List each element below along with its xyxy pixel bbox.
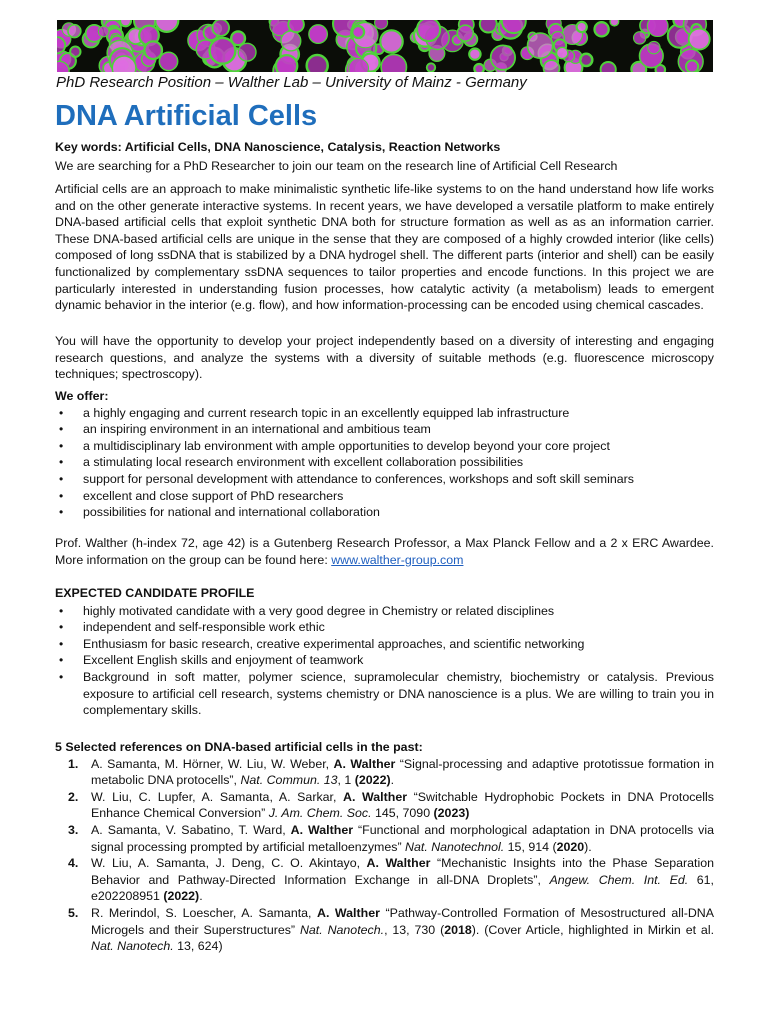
dna-droplets-image bbox=[57, 20, 713, 72]
reference-number: 4. bbox=[68, 856, 79, 871]
reference-authors: A. Samanta, V. Sabatino, T. Ward, bbox=[91, 822, 291, 837]
header-banner-image bbox=[57, 20, 713, 72]
profile-item: • Excellent English skills and enjoyment of teamwork bbox=[55, 652, 714, 669]
droplet-shape bbox=[352, 26, 364, 38]
reference-number: 5. bbox=[68, 905, 79, 920]
profile-item: • highly motivated candidate with a very good degree in Chemistry or related disciplines bbox=[55, 603, 714, 620]
reference-journal: Nat. Nanotech. bbox=[91, 939, 174, 954]
reference-item bbox=[55, 855, 714, 905]
droplet-shape bbox=[238, 43, 256, 61]
reference-volume: , 1 bbox=[337, 773, 355, 788]
offer-heading: We offer: bbox=[55, 389, 109, 403]
droplet-shape bbox=[213, 20, 230, 36]
droplet-shape bbox=[281, 31, 301, 51]
page-title: DNA Artificial Cells bbox=[55, 100, 318, 132]
droplet-shape bbox=[210, 38, 236, 64]
reference-year: 2018 bbox=[444, 922, 472, 937]
reference-journal: Nat. Nanotech. bbox=[299, 922, 385, 937]
reference-journal: J. Am. Chem. Soc. bbox=[268, 806, 372, 821]
droplet-shape bbox=[427, 63, 435, 71]
reference-volume: , 13, 730 ( bbox=[384, 922, 445, 937]
reference-year: 2020 bbox=[556, 839, 585, 854]
profile-item: • independent and self-responsible work ethic bbox=[55, 619, 714, 636]
reference-number: 3. bbox=[68, 822, 79, 837]
droplet-shape bbox=[577, 22, 587, 32]
references-heading: 5 Selected references on DNA-based artificial cells in the past: bbox=[55, 740, 423, 754]
reference-number: 1. bbox=[68, 756, 79, 771]
reference-item bbox=[55, 905, 714, 955]
reference-pi: A. Walther bbox=[343, 789, 408, 804]
reference-volume: 61, e202208951 bbox=[91, 872, 714, 904]
reference-authors: R. Merindol, S. Loescher, A. Samanta, bbox=[91, 905, 318, 920]
droplet-shape bbox=[57, 37, 65, 53]
reference-pi: A. Walther bbox=[290, 822, 354, 837]
droplet-shape bbox=[595, 22, 609, 36]
droplet-shape bbox=[528, 33, 553, 58]
droplet-shape bbox=[474, 64, 484, 72]
droplet-shape bbox=[381, 54, 406, 72]
reference-volume: 145, 7090 bbox=[371, 806, 434, 821]
reference-item bbox=[55, 822, 714, 855]
droplet-shape bbox=[159, 52, 177, 70]
reference-item bbox=[55, 756, 714, 789]
droplet-shape bbox=[112, 56, 136, 72]
reference-year: (2022) bbox=[354, 773, 391, 788]
reference-title: “Pathway-Controlled Formation of Mesostructured all-DNA Microgels and their Superstructures” bbox=[91, 905, 714, 937]
reference-title: “Signal-processing and adaptive prototissue formation in metabolic DNA protocells”, bbox=[91, 756, 715, 788]
droplet-shape bbox=[686, 60, 698, 72]
droplet-shape bbox=[634, 32, 646, 44]
droplet-shape bbox=[580, 54, 592, 66]
prof-text: Prof. Walther (h-index 72, age 42) is a Gutenberg Research Professor, a Max Planck Fellow and a 2 x ERC Awardee. More information on the group can be found here: bbox=[55, 536, 714, 567]
reference-year: (2022) bbox=[163, 889, 200, 904]
references-section bbox=[55, 739, 714, 955]
reference-item bbox=[55, 789, 714, 822]
reference-title: “Mechanistic Insights into the Phase Separation Behavior and Pathway-Directed Information Exchange in all-DNA Droplets”, bbox=[91, 856, 715, 887]
reference-year: (2023) bbox=[433, 806, 470, 821]
reference-tail: ). (Cover Article, highlighted in Mirkin et al. bbox=[471, 922, 715, 937]
opportunity-paragraph: You will have the opportunity to develop your project independently based on a diversity of interesting and engaging research questions, and analyze the systems with a diversity of suitable methods (e.g. fluorescence microscopy techniques; spectroscopy). bbox=[55, 334, 714, 382]
droplet-shape bbox=[457, 25, 473, 41]
offer-item: • a stimulating local research environment with excellent collaboration possibilities bbox=[55, 454, 714, 471]
droplet-shape bbox=[469, 48, 480, 59]
droplet-shape bbox=[98, 26, 109, 37]
reference-tail: . bbox=[390, 773, 395, 788]
page-subtitle: PhD Research Position – Walther Lab – University of Mainz - Germany bbox=[56, 74, 527, 91]
droplet-shape bbox=[309, 25, 328, 44]
offer-item: • a multidisciplinary lab environment with ample opportunities to develop beyond your core project bbox=[55, 438, 714, 455]
droplet-shape bbox=[610, 20, 619, 26]
droplet-shape bbox=[288, 20, 304, 32]
reference-authors: W. Liu, A. Samanta, J. Deng, C. O. Akintayo, bbox=[91, 856, 367, 871]
profile-heading: EXPECTED CANDIDATE PROFILE bbox=[55, 586, 255, 600]
offer-section bbox=[55, 388, 714, 521]
droplet-shape bbox=[491, 45, 515, 69]
droplet-shape bbox=[648, 41, 660, 53]
droplet-shape bbox=[375, 20, 388, 29]
droplet-shape bbox=[380, 30, 402, 52]
offer-item: • support for personal development with attendance to conferences, workshops and soft skill seminars bbox=[55, 471, 714, 488]
offer-item: • excellent and close support of PhD researchers bbox=[55, 488, 714, 505]
profile-item: • Background in soft matter, polymer science, supramolecular chemistry, biochemistry or catalysis. Previous exposure to artificial cell research, systems chemistry or DNA nanoscience is a plus. We are willing to train you in complementary skills. bbox=[55, 669, 714, 719]
reference-journal: Nat. Commun. 13 bbox=[240, 773, 338, 788]
reference-tail: ). bbox=[584, 839, 592, 854]
reference-authors: A. Samanta, M. Hörner, W. Liu, W. Weber, bbox=[91, 756, 334, 771]
droplet-shape bbox=[417, 20, 440, 41]
reference-pi: A. Walther bbox=[366, 856, 431, 871]
offer-list bbox=[55, 405, 714, 521]
droplet-shape bbox=[647, 20, 668, 37]
droplet-shape bbox=[601, 62, 616, 72]
reference-number: 2. bbox=[68, 789, 79, 804]
droplet-shape bbox=[155, 20, 178, 32]
reference-authors: W. Liu, C. Lupfer, A. Samanta, A. Sarkar, bbox=[91, 789, 344, 804]
droplet-shape bbox=[307, 55, 328, 72]
droplet-shape bbox=[70, 47, 80, 57]
droplet-shape bbox=[544, 60, 560, 72]
offer-item: • possibilities for national and international collaboration bbox=[55, 504, 714, 521]
droplet-shape bbox=[557, 47, 568, 58]
droplet-shape bbox=[120, 20, 131, 26]
intro-line: We are searching for a PhD Researcher to join our team on the research line of Artificial Cell Research bbox=[55, 159, 618, 173]
profile-section bbox=[55, 585, 714, 719]
profile-item: • Enthusiasm for basic research, creative experimental approaches, and scientific networking bbox=[55, 636, 714, 653]
reference-pi: A. Walther bbox=[317, 905, 380, 920]
reference-tail: . bbox=[199, 889, 203, 904]
droplet-shape bbox=[656, 65, 666, 72]
reference-journal: Angew. Chem. Int. Ed. bbox=[549, 872, 689, 887]
droplet-shape bbox=[276, 55, 297, 72]
offer-item: • an inspiring environment in an international and ambitious team bbox=[55, 421, 714, 438]
droplet-shape bbox=[68, 25, 81, 38]
reference-journal: Nat. Nanotechnol. bbox=[405, 839, 505, 854]
references-list bbox=[55, 756, 714, 955]
reference-volume: 15, 914 ( bbox=[504, 839, 557, 854]
description-paragraph: Artificial cells are an approach to make minimalistic synthetic life-like systems to on the hand understand how life works and on the other generate interactive systems. In recent years, we have developed a versatile platform to make entirely DNA-based artificial cells that exploit synthetic DNA both for structure formation as well as as an information carrier. These DNA-based artificial cells are unique in the sense that they are composed of a highly crowded interior (like cells) composed of long ssDNA that is stabilized by a DNA hydrogel shell. The different parts (interior and shell) can be easily functionalized by complementary ssDNA sequences to tailor properties and encode functions. In this project we are particularly interested in understanding fusion processes, how catalytic activity (a metabolism) leads to emergent dynamic behavior in the interior (e.g. flow), and how information-processing can be encoded using chemical cascades. bbox=[55, 182, 714, 313]
reference-title: “Switchable Hydrophobic Pockets in DNA Protocells Enhance Chemical Conversion” bbox=[91, 789, 714, 821]
reference-pi: A. Walther bbox=[333, 756, 396, 771]
reference-tail: 13, 624) bbox=[173, 939, 223, 954]
reference-title: “Functional and morphological adaptation in DNA protocells via signal processing prompted by artificial metalloenzymes” bbox=[91, 822, 715, 854]
offer-item: • a highly engaging and current research topic in an excellently equipped lab infrastructure bbox=[55, 405, 714, 422]
group-website-link[interactable]: www.walther-group.com bbox=[331, 552, 464, 567]
prof-paragraph bbox=[55, 535, 714, 568]
droplet-shape bbox=[144, 41, 162, 59]
droplet-shape bbox=[689, 29, 710, 50]
profile-list bbox=[55, 603, 714, 719]
keywords-line: Key words: Artificial Cells, DNA Nanoscience, Catalysis, Reaction Networks bbox=[55, 140, 501, 154]
